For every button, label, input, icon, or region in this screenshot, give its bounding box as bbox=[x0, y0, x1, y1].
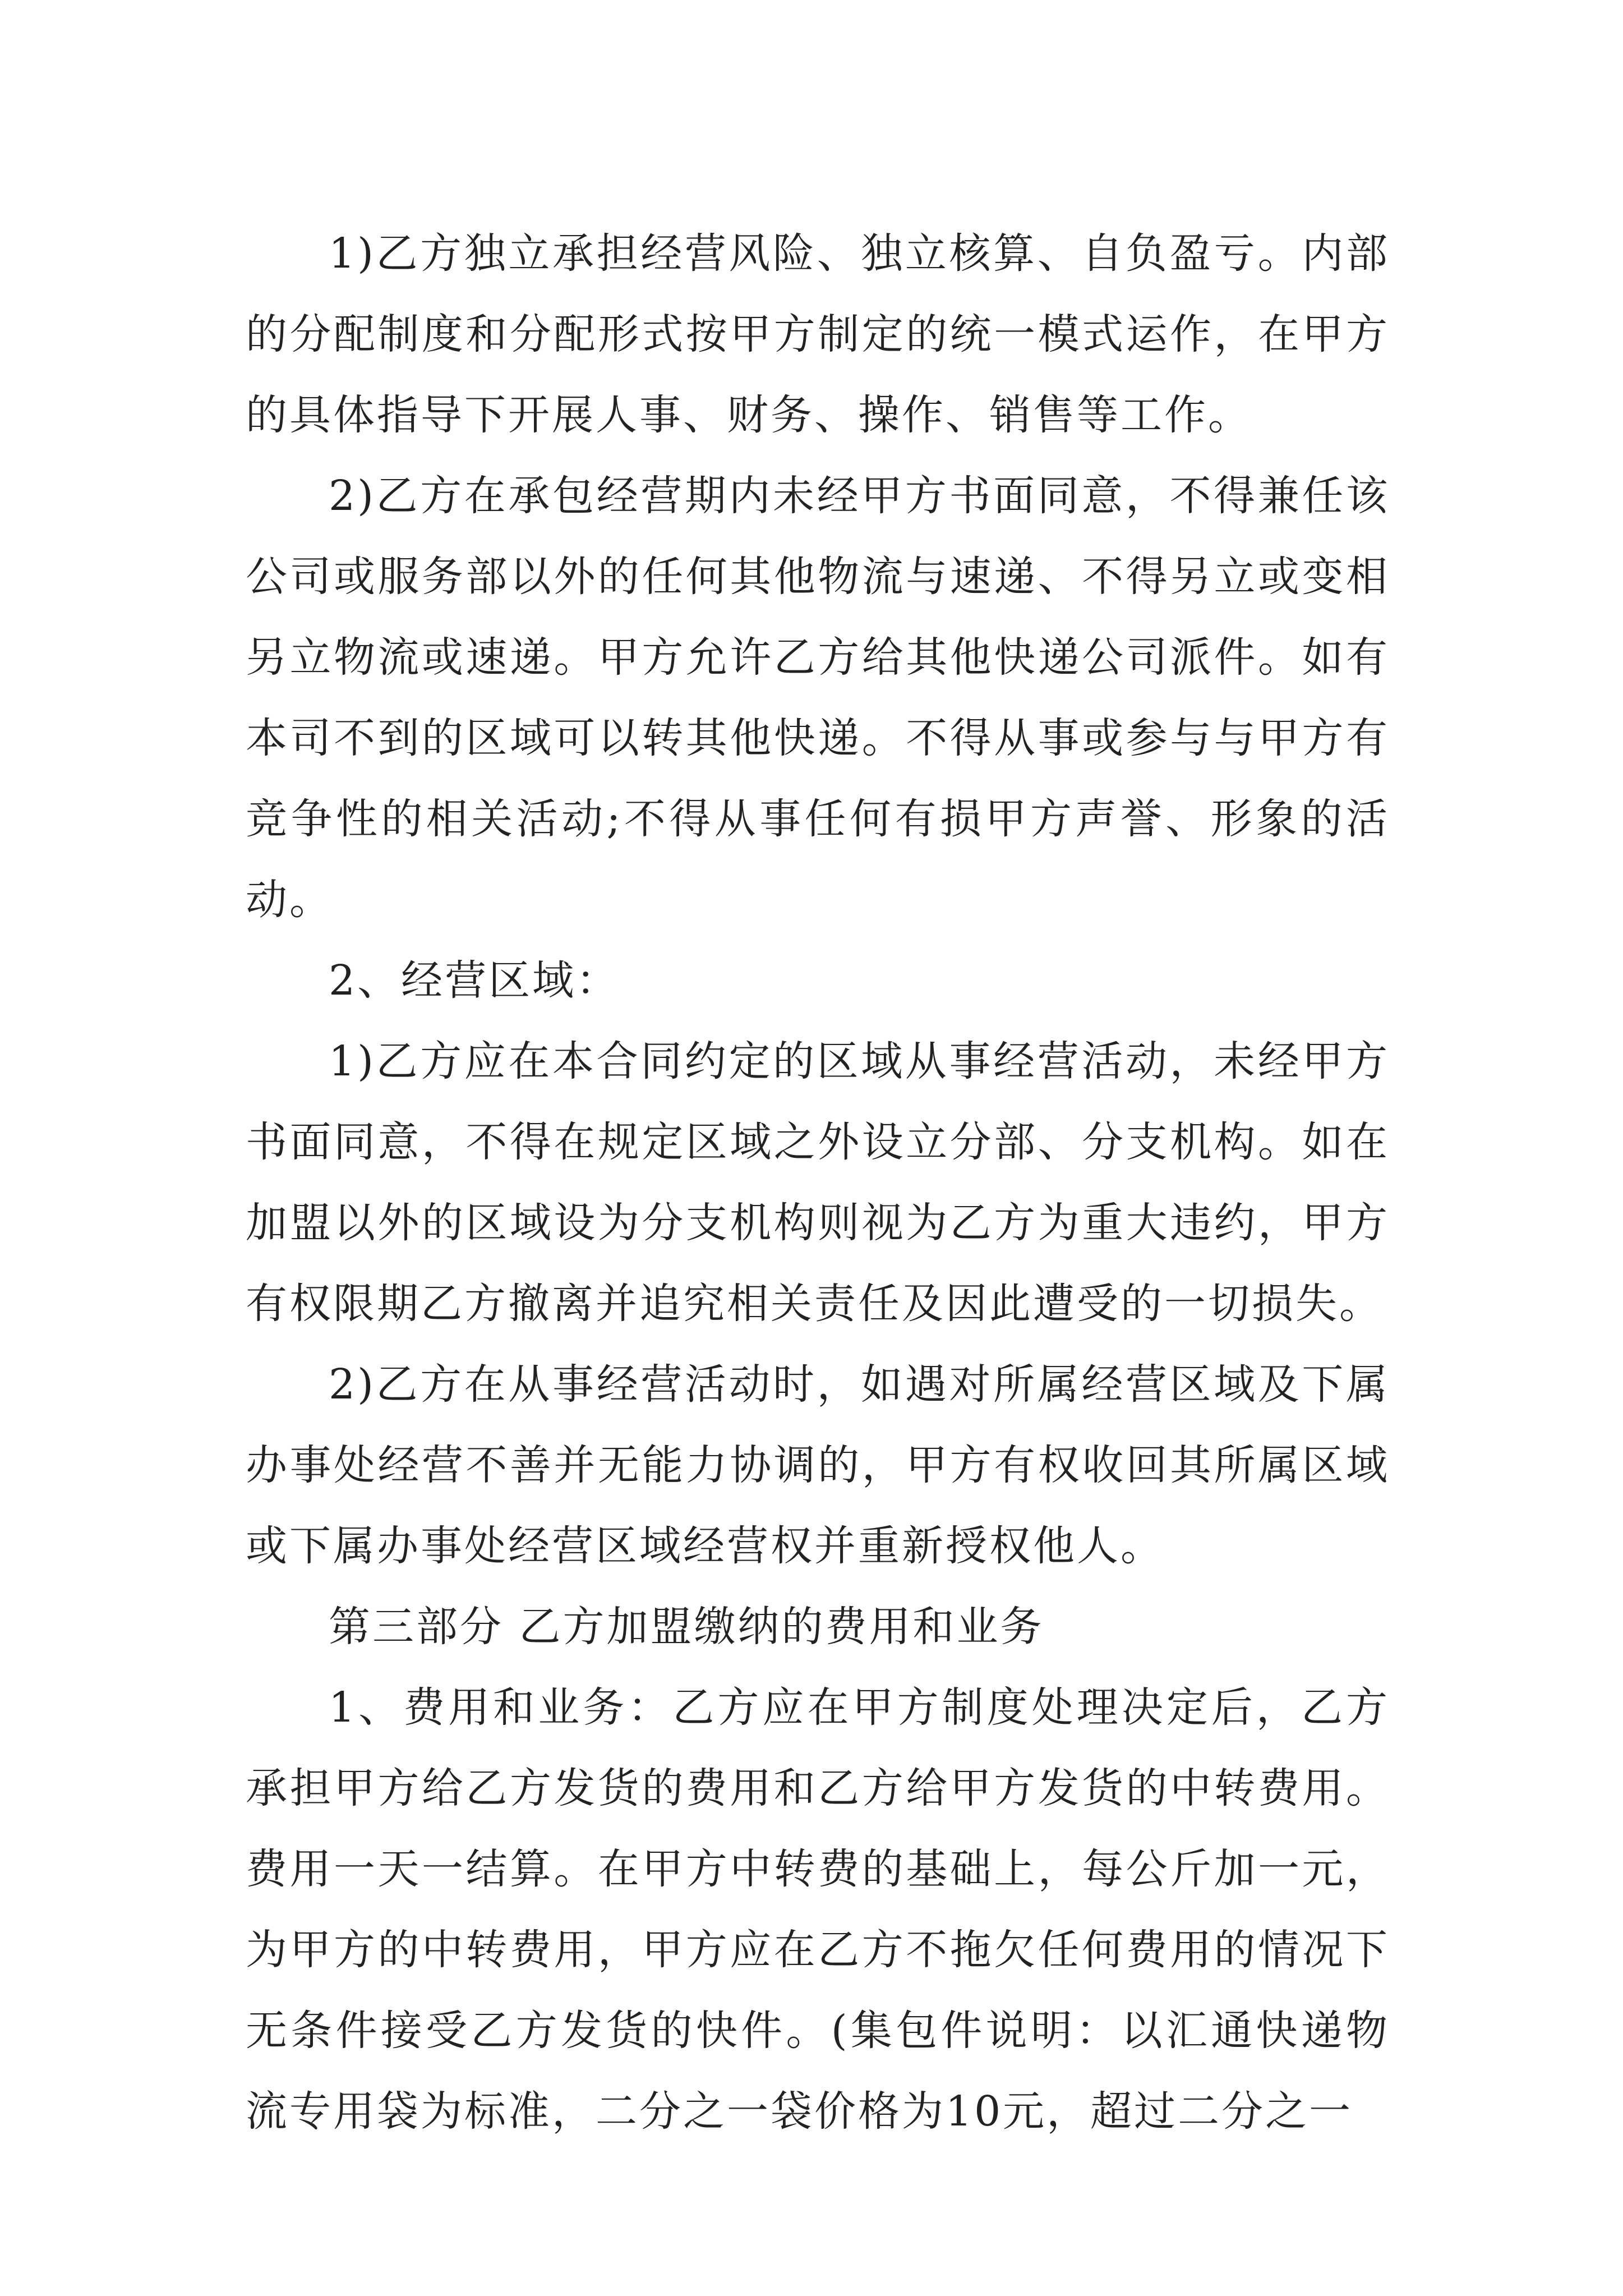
paragraph-3: 1)乙方应在本合同约定的区域从事经营活动，未经甲方书面同意，不得在规定区域之外设立分部、分支机构。如在加盟以外的区域设为分支机构则视为乙方为重大违约，甲方有权限期乙方撤离并追究相关责任及因此遭受的一切损失。 bbox=[246, 1037, 1390, 1328]
section-heading-operating-area: 2、经营区域： bbox=[329, 956, 620, 1005]
paragraph-4: 2)乙方在从事经营活动时，如遇对所属经营区域及下属办事处经营不善并无能力协调的，甲方有权收回其所属区域或下属办事处经营区域经营权并重新授权他人。 bbox=[246, 1360, 1390, 1570]
paragraph-1: 1)乙方独立承担经营风险、独立核算、自负盈亏。内部的分配制度和分配形式按甲方制定的统一模式运作，在甲方的具体指导下开展人事、财务、操作、销售等工作。 bbox=[246, 229, 1390, 439]
paragraph-5: 1、费用和业务：乙方应在甲方制度处理决定后，乙方承担甲方给乙方发货的费用和乙方给甲方发货的中转费用。费用一天一结算。在甲方中转费的基础上，每公斤加一元，为甲方的中转费用，甲方应在乙方不拖欠任何费用的情况下无条件接受乙方发货的快件。(集包件说明：以汇通快递物流专用袋为标准，二分之一袋价格为10元，超过二分之一 bbox=[246, 1683, 1390, 2136]
part-heading-fees: 第三部分 乙方加盟缴纳的费用和业务 bbox=[329, 1603, 1044, 1651]
paragraph-2: 2)乙方在承包经营期内未经甲方书面同意，不得兼任该公司或服务部以外的任何其他物流与速递、不得另立或变相另立物流或速递。甲方允许乙方给其他快递公司派件。如有本司不到的区域可以转其他快递。不得从事或参与与甲方有竞争性的相关活动;不得从事任何有损甲方声誉、形象的活动。 bbox=[246, 472, 1390, 924]
document-body bbox=[246, 213, 1390, 2152]
